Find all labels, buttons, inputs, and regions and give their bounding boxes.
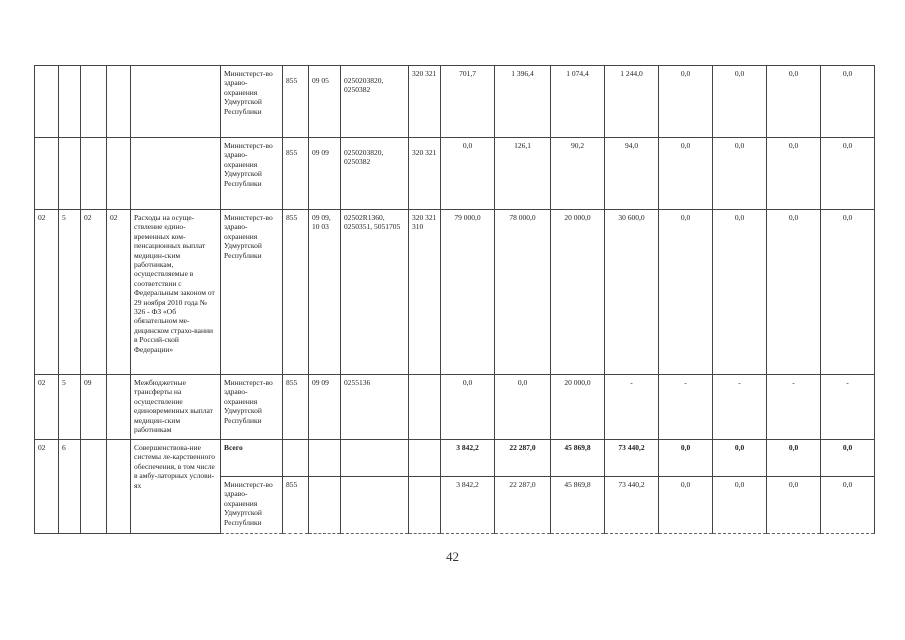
value-cell: - [713,375,767,440]
rzpr-cell: 09 09, 10 03 [309,210,341,375]
table-row [35,66,875,138]
m-code-cell [107,138,131,210]
value-cell: 0,0 [659,210,713,375]
value-cell: 90,2 [551,138,605,210]
name-cell [131,138,221,210]
value-cell: 0,0 [821,210,875,375]
gp-code-cell: 02 [35,440,59,534]
value-cell: 0,0 [713,210,767,375]
vr-cell [409,440,441,477]
value-cell: 22 287,0 [495,477,551,534]
name-cell: Расходы на осуще-ствление едино-временных ком-пенсационных выплат медицин-ским работникам, осуществляемые в соответствии с Федеральным законом от 29 ноября 2010 года № 326 - ФЗ «Об обязательном ме-дицинском страхо-вании в Россий-ской Федерации» [131,210,221,375]
name-cell: Совершенствова-ние системы ле-карственного обеспечения, в том числе в амбу-латорных услови-ях [131,440,221,534]
value-cell: 0,0 [441,138,495,210]
value-cell: 701,7 [441,66,495,138]
gp-code-cell [35,66,59,138]
executor-cell: Министерст-во здраво-охранения Удмуртской Республики [221,477,283,534]
executor-cell: Министерст-во здраво-охранения Удмуртской Республики [221,210,283,375]
executor-cell: Министерст-во здраво-охранения Удмуртской Республики [221,138,283,210]
table-row [35,440,875,477]
value-cell: 0,0 [767,477,821,534]
ved-code-cell [283,440,309,477]
value-cell: - [605,375,659,440]
executor-cell: Министерст-во здраво-охранения Удмуртской Республики [221,375,283,440]
om-code-cell [81,138,107,210]
csr-cell: 02502R1360, 0250351, 5051705 [341,210,409,375]
executor-cell: Всего [221,440,283,477]
table-row [35,375,875,440]
value-cell: 20 000,0 [551,375,605,440]
csr-cell [341,440,409,477]
value-cell: 94,0 [605,138,659,210]
gp-code-cell [35,138,59,210]
total-value-cell: 0,0 [713,440,767,477]
total-value-cell: 3 842,2 [441,440,495,477]
vr-cell [409,375,441,440]
pp-code-cell: 6 [59,440,81,534]
m-code-cell [107,375,131,440]
value-cell: 0,0 [767,210,821,375]
om-code-cell [81,66,107,138]
m-code-cell [107,440,131,534]
m-code-cell [107,66,131,138]
value-cell: 3 842,2 [441,477,495,534]
name-cell [131,66,221,138]
value-cell: 79 000,0 [441,210,495,375]
gp-code-cell: 02 [35,375,59,440]
value-cell: - [767,375,821,440]
vr-cell [409,477,441,534]
om-code-cell: 09 [81,375,107,440]
value-cell: 0,0 [495,375,551,440]
vr-cell: 320 321 [409,66,441,138]
ved-code-cell: 855 [283,375,309,440]
rzpr-cell: 09 09 [309,138,341,210]
table-row [35,210,875,375]
value-cell: 0,0 [821,66,875,138]
value-cell: 1 396,4 [495,66,551,138]
csr-cell: 0250203820, 0250382 [341,66,409,138]
pp-code-cell [59,138,81,210]
value-cell: 0,0 [767,66,821,138]
value-cell: 1 074,4 [551,66,605,138]
value-cell: - [659,375,713,440]
total-value-cell: 45 869,8 [551,440,605,477]
value-cell: 0,0 [441,375,495,440]
rzpr-cell [309,440,341,477]
ved-code-cell: 855 [283,138,309,210]
rzpr-cell [309,477,341,534]
total-value-cell: 22 287,0 [495,440,551,477]
value-cell: 1 244,0 [605,66,659,138]
value-cell: 0,0 [713,66,767,138]
value-cell: 73 440,2 [605,477,659,534]
value-cell: 30 600,0 [605,210,659,375]
ved-code-cell: 855 [283,66,309,138]
csr-cell [341,477,409,534]
value-cell: 0,0 [713,477,767,534]
value-cell: 45 869,8 [551,477,605,534]
budget-table [34,65,875,534]
value-cell: 0,0 [659,138,713,210]
total-value-cell: 0,0 [659,440,713,477]
pp-code-cell [59,66,81,138]
ved-code-cell: 855 [283,210,309,375]
value-cell: 126,1 [495,138,551,210]
csr-cell: 0255136 [341,375,409,440]
value-cell: 0,0 [659,477,713,534]
pp-code-cell: 5 [59,210,81,375]
value-cell: 78 000,0 [495,210,551,375]
executor-cell: Министерст-во здраво-охранения Удмуртской Республики [221,66,283,138]
value-cell: 0,0 [713,138,767,210]
name-cell: Межбюджетные трансферты на осуществление единовременных выплат медицин-ским работникам [131,375,221,440]
value-cell: 0,0 [821,138,875,210]
total-value-cell: 0,0 [767,440,821,477]
rzpr-cell: 09 09 [309,375,341,440]
m-code-cell: 02 [107,210,131,375]
gp-code-cell: 02 [35,210,59,375]
ved-code-cell: 855 [283,477,309,534]
value-cell: 0,0 [821,477,875,534]
value-cell: 0,0 [659,66,713,138]
csr-cell: 0250203820, 0250382 [341,138,409,210]
total-value-cell: 73 440,2 [605,440,659,477]
value-cell: - [821,375,875,440]
vr-cell: 320 321 [409,138,441,210]
value-cell: 20 000,0 [551,210,605,375]
om-code-cell [81,440,107,534]
value-cell: 0,0 [767,138,821,210]
pp-code-cell: 5 [59,375,81,440]
vr-cell: 320 321 310 [409,210,441,375]
rzpr-cell: 09 05 [309,66,341,138]
om-code-cell: 02 [81,210,107,375]
table-row [35,138,875,210]
page-number: 42 [446,549,459,564]
total-value-cell: 0,0 [821,440,875,477]
